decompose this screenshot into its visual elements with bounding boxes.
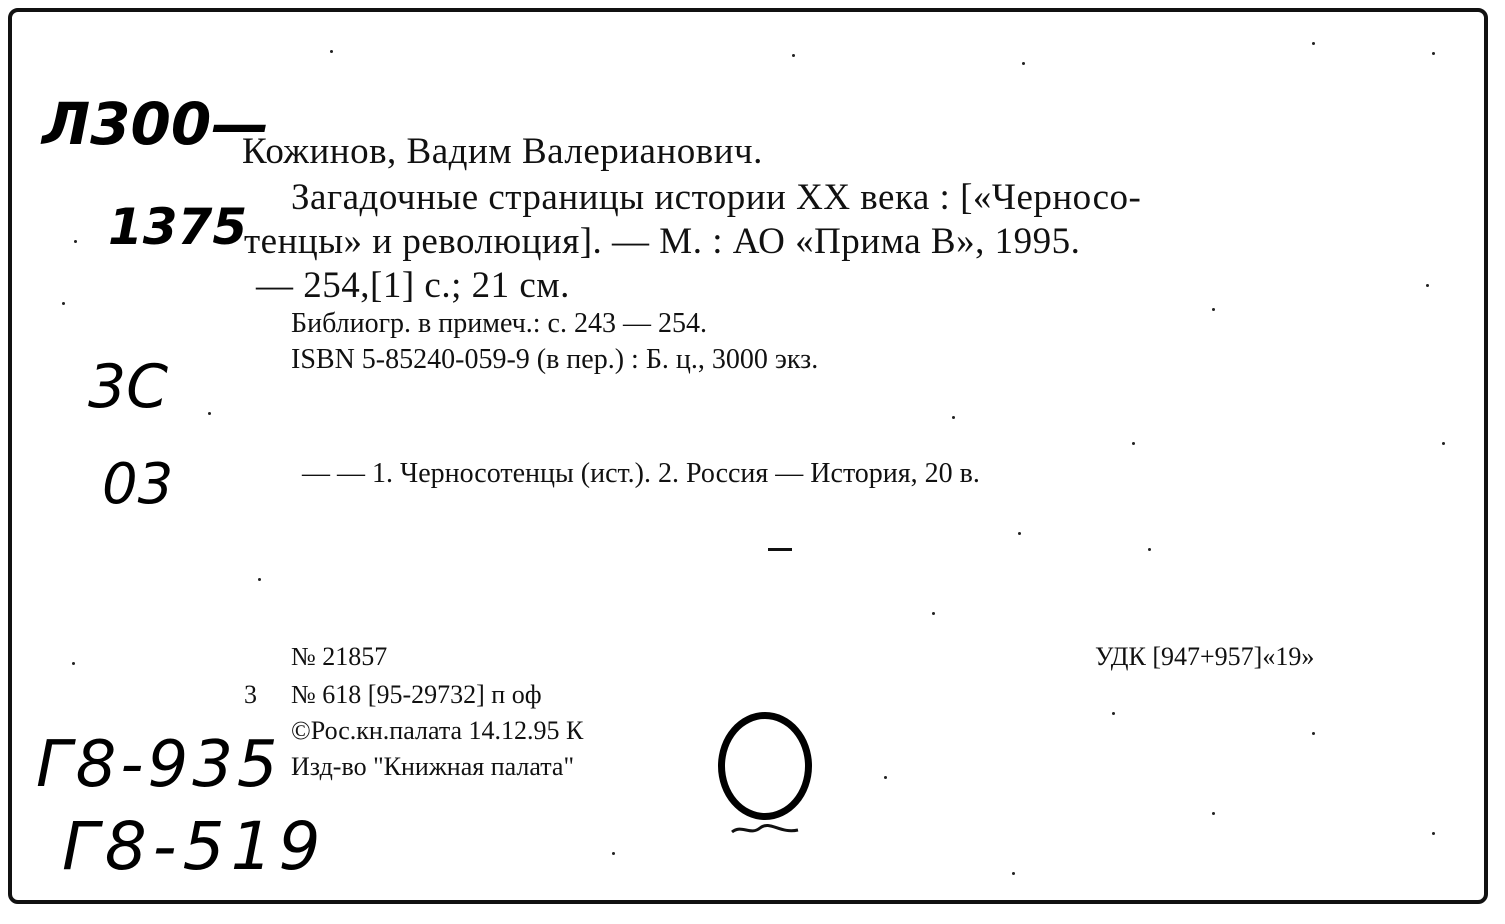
publisher-line: Изд-во "Книжная палата" (291, 752, 575, 781)
bibliography-note: Библиогр. в примеч.: с. 243 — 254. (291, 308, 707, 339)
subject-headings: — — 1. Черносотенцы (ист.). 2. Россия — История, 20 в. (302, 458, 980, 489)
udc-code: УДК [947+957]«19» (1095, 642, 1315, 671)
copyright-line: ©Рос.кн.палата 14.12.95 К (291, 716, 584, 745)
handwritten-code-g8-935: Г8-935 (36, 728, 282, 802)
handwritten-mark-03: 03 (102, 452, 174, 517)
catalog-card (8, 8, 1488, 904)
order-prefix: 3 (244, 680, 257, 709)
title-line-3: — 254,[1] с.; 21 см. (256, 265, 570, 306)
scribble-mark-icon (728, 820, 808, 840)
isbn-line: ISBN 5-85240-059-9 (в пер.) : Б. ц., 3000 экз. (291, 344, 819, 375)
handwritten-code-g8-519: Г8-519 (62, 808, 327, 885)
author-line: Кожинов, Вадим Валерианович. (242, 131, 763, 172)
record-number: № 21857 (291, 642, 388, 671)
dash-mark (768, 548, 792, 551)
title-line-2: тенцы» и революция]. — М. : АО «Прима В», 1995. (244, 221, 1081, 262)
order-line: № 618 [95-29732] п оф (291, 680, 542, 709)
title-line-1: Загадочные страницы истории XX века : [«Черносо- (291, 177, 1142, 218)
handwritten-code-top: Л300— (42, 90, 270, 158)
handwritten-code-1375: 1375 (108, 198, 248, 256)
handwritten-mark-3c: 3С (88, 352, 169, 422)
stamp-circle-icon (718, 712, 812, 820)
